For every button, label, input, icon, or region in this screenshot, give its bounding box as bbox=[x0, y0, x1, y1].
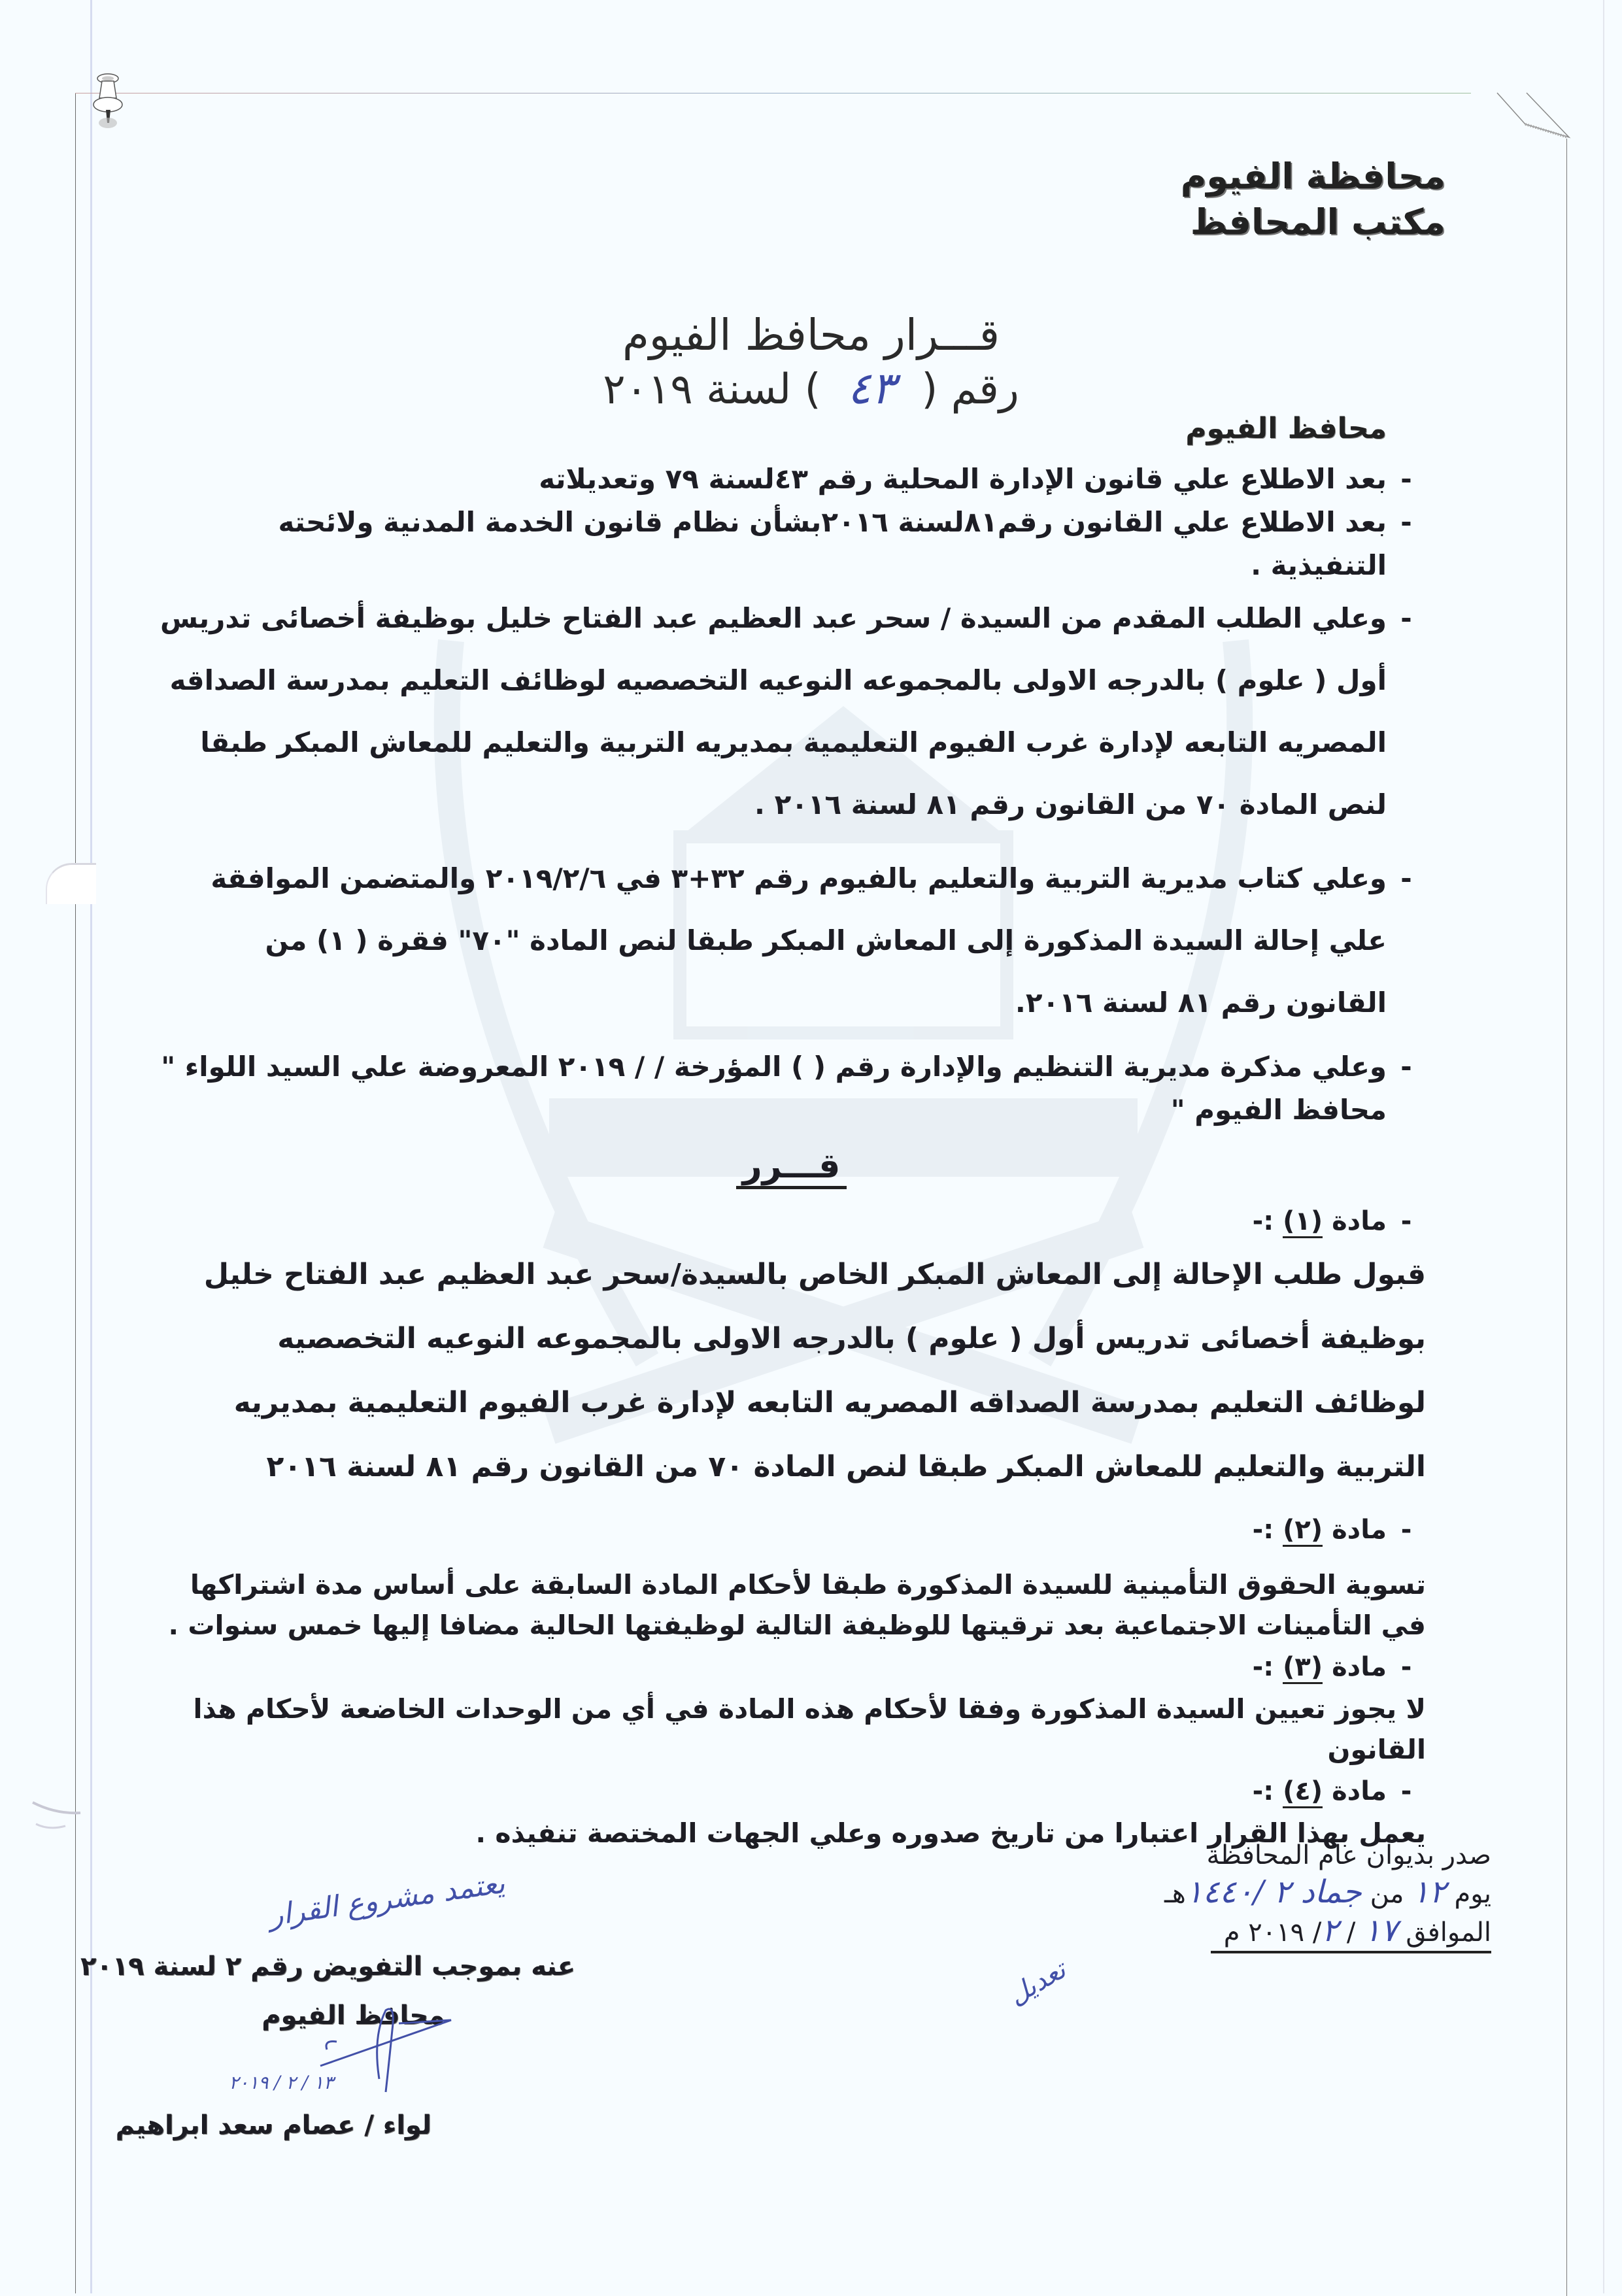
decree-number bbox=[0, 363, 1622, 416]
article-word: مادة bbox=[1332, 1206, 1387, 1236]
article-3 bbox=[157, 1646, 1426, 1770]
bullet: - bbox=[1400, 1206, 1412, 1236]
hijri-day-handwritten: ١٢ bbox=[1412, 1874, 1446, 1910]
page-border-left bbox=[75, 93, 76, 2293]
decree-title: قـــرار محافظ الفيوم bbox=[622, 310, 1000, 360]
bullet: - bbox=[1400, 602, 1412, 634]
issued-gregorian-date bbox=[1211, 1912, 1491, 1953]
signature-block bbox=[80, 1866, 654, 2197]
decree-heading bbox=[157, 1145, 1426, 1188]
decree-body bbox=[157, 458, 1426, 1853]
letterhead bbox=[1181, 154, 1445, 245]
decree-number-prefix: رقم ( bbox=[921, 365, 1019, 414]
handwritten-approval-note: يعتمد مشروع القرار bbox=[267, 1866, 507, 1933]
clause-text: بعد الاطلاع علي القانون رقم٨١لسنة ٢٠١٦بشأن نظام قانون الخدمة المدنية ولائحته التنفيذية . bbox=[278, 506, 1387, 581]
article-body: قبول طلب الإحالة إلى المعاش المبكر الخاص بالسيدة/سحر عبد العظيم عبد الفتاح خليل بوظيفة أخصائى تدريس أول ( علوم ) بالدرجه الاولى بالمجموعه النوعيه التخصصيه لوظائف التعليم بمدرسة الصداقه المصريه التابعه لإدارة غرب الفيوم التعليمية بمديريه التربية والتعليم للمعاش المبكر طبقا لنص المادة ٧٠ من القانون رقم ٨١ لسنة ٢٠١٦ bbox=[203, 1258, 1426, 1483]
clause-text: وعلي الطلب المقدم من السيدة / سحر عبد العظيم عبد الفتاح خليل بوظيفة أخصائى تدريس أول ( علوم ) بالدرجه الاولى بالمجموعه النوعيه التخصصيه لوظائف التعليم بمدرسة الصداقه المصريه التابعه لإدارة غرب الفيوم التعليمية بمديريه التربية والتعليم للمعاش المبكر طبقا لنص المادة ٧٠ من القانون رقم ٨١ لسنة ٢٠١٦ . bbox=[160, 602, 1387, 820]
preamble-clause bbox=[157, 458, 1426, 501]
handwritten-signature-icon bbox=[229, 1997, 477, 2095]
bullet: - bbox=[1400, 506, 1412, 538]
hijri-month-year-handwritten: جماد ٢ /١٤٤٠ bbox=[1185, 1874, 1362, 1910]
preamble-clause bbox=[157, 587, 1426, 836]
day-label: يوم bbox=[1454, 1879, 1491, 1909]
handwritten-initials: تعديل bbox=[1003, 1954, 1072, 2012]
paper-tear-mark bbox=[46, 863, 96, 904]
signatory-title: محافظ الفيوم bbox=[262, 2001, 445, 2031]
article-suffix: :- bbox=[1252, 1206, 1283, 1236]
preamble-clause bbox=[157, 847, 1426, 1034]
signature-date: ١٣ / ٢ / ٢٠١٩ bbox=[229, 2072, 333, 2093]
date-separator: / bbox=[1346, 1917, 1356, 1948]
gregorian-suffix: م bbox=[1223, 1917, 1240, 1948]
letterhead-office: مكتب المحافظ bbox=[1190, 201, 1445, 243]
hijri-suffix: هـ bbox=[1164, 1879, 1186, 1909]
decree-number-handwritten: ٤٣ bbox=[847, 363, 895, 414]
clause-text: بعد الاطلاع علي قانون الإدارة المحلية رقم ٤٣لسنة ٧٩ وتعديلاته bbox=[539, 463, 1387, 495]
decree-heading-text: قـــرر bbox=[736, 1147, 847, 1189]
page-border-right bbox=[1566, 139, 1567, 2296]
from-label: من bbox=[1370, 1879, 1404, 1909]
article-label bbox=[157, 1200, 1426, 1243]
bullet: - bbox=[1400, 1776, 1412, 1806]
gregorian-day-handwritten: ١٧ bbox=[1364, 1912, 1398, 1949]
decree-number-suffix: ) لسنة ٢٠١٩ bbox=[603, 365, 821, 414]
article-suffix: :- bbox=[1252, 1652, 1283, 1682]
article-number: (٢) bbox=[1283, 1515, 1323, 1547]
article-suffix: :- bbox=[1252, 1515, 1283, 1545]
delegation-text: عنه بموجب التفويض رقم ٢ لسنة ٢٠١٩ bbox=[80, 1951, 575, 1982]
preamble-clause bbox=[157, 1045, 1426, 1132]
article-word: مادة bbox=[1332, 1652, 1387, 1682]
bullet: - bbox=[1400, 1515, 1412, 1545]
page-corner-fold-icon bbox=[1497, 92, 1569, 141]
preamble-clause bbox=[157, 501, 1426, 587]
decree-title-block bbox=[0, 307, 1622, 416]
gregorian-year: ٢٠١٩ bbox=[1248, 1917, 1305, 1948]
issued-hijri-date bbox=[1164, 1874, 1491, 1912]
article-1 bbox=[157, 1200, 1426, 1499]
letterhead-governorate: محافظة الفيوم bbox=[1180, 156, 1445, 197]
date-separator: / bbox=[1312, 1917, 1322, 1948]
article-body: تسوية الحقوق التأمينية للسيدة المذكورة طبقا لأحكام المادة السابقة على أساس مدة اشتراكها في التأمينات الاجتماعية بعد ترقيتها للوظيفة التالية لوظيفتها الحالية مضافا إليها خمس سنوات . bbox=[168, 1569, 1426, 1641]
article-suffix: :- bbox=[1252, 1776, 1283, 1806]
article-word: مادة bbox=[1332, 1776, 1387, 1806]
clause-text: وعلي مذكرة مديرية التنظيم والإدارة رقم ( ) المؤرخة / / ٢٠١٩ المعروضة علي السيد اللواء " محافظ الفيوم " bbox=[161, 1051, 1387, 1126]
issued-location: صدر بديوان عام المحافظة bbox=[1206, 1840, 1491, 1870]
article-number: (١) bbox=[1283, 1206, 1323, 1238]
article-2 bbox=[157, 1508, 1426, 1646]
article-word: مادة bbox=[1332, 1515, 1387, 1545]
gregorian-month-handwritten: ٢ bbox=[1321, 1912, 1339, 1949]
article-number: (٣) bbox=[1283, 1652, 1323, 1684]
article-body: لا يجوز تعيين السيدة المذكورة وفقا لأحكام هذه المادة في أي من الوحدات الخاضعة لأحكام هذا القانون bbox=[193, 1693, 1426, 1765]
signatory-name: لواء / عصام سعد ابراهيم bbox=[115, 2110, 431, 2140]
bullet: - bbox=[1400, 1652, 1412, 1682]
bullet: - bbox=[1400, 463, 1412, 495]
bullet: - bbox=[1400, 862, 1412, 894]
article-label bbox=[157, 1508, 1426, 1551]
article-number: (٤) bbox=[1283, 1776, 1323, 1808]
article-body: يعمل بهذا القرار اعتبارا من تاريخ صدوره وعلي الجهات المختصة تنفيذه . bbox=[475, 1817, 1426, 1849]
gregorian-label: الموافق bbox=[1406, 1917, 1491, 1948]
bullet: - bbox=[1400, 1051, 1412, 1083]
article-label bbox=[157, 1646, 1426, 1689]
pushpin-icon bbox=[85, 72, 131, 131]
issued-block bbox=[1164, 1837, 1491, 1953]
paper-tear-mark-2 bbox=[29, 1801, 82, 1831]
issuer-label: محافظ الفيوم bbox=[1185, 412, 1387, 445]
clause-text: وعلي كتاب مديرية التربية والتعليم بالفيوم رقم ٣٢+٣ في ٢٠١٩/٢/٦ والمتضمن الموافقة علي إحالة السيدة المذكورة إلى المعاش المبكر طبقا لنص المادة "٧٠" فقرة ( ١) من القانون رقم ٨١ لسنة ٢٠١٦. bbox=[211, 862, 1387, 1019]
article-label bbox=[157, 1770, 1426, 1813]
